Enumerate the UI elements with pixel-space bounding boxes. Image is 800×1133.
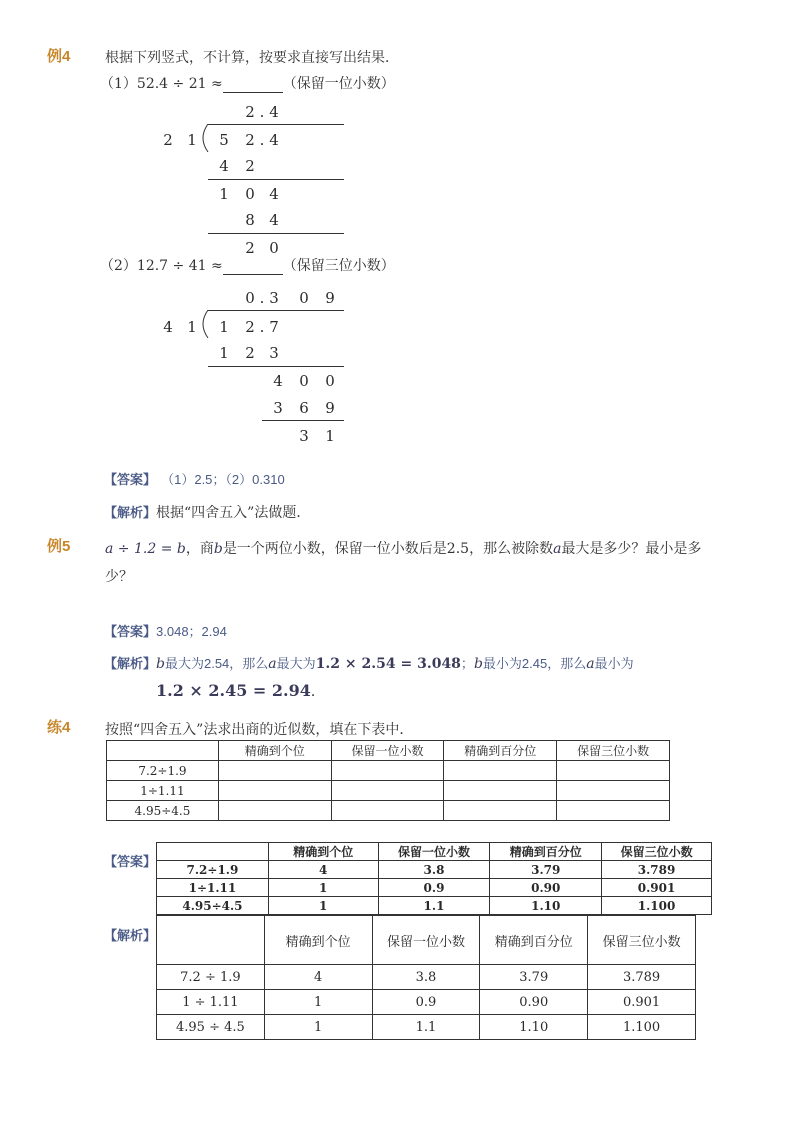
blank-cell[interactable] (331, 801, 444, 821)
table-cell: 1 (264, 990, 372, 1015)
blank-cell[interactable] (218, 761, 331, 781)
table-row (157, 879, 712, 897)
table-header-cell: 保留三位小数 (588, 916, 696, 965)
ex4-part2-hint: （保留三位小数） (282, 258, 395, 274)
ex5-an-math: 1.2 × 2.54 = 3.048 (315, 656, 461, 672)
table-cell: 1 (268, 879, 378, 897)
ex5-an-text: 最小为 (594, 656, 634, 671)
table-cell: 3.8 (372, 965, 480, 990)
table-cell: 0.901 (588, 990, 696, 1015)
table-header-cell (157, 843, 269, 861)
analysis-text: 根据“四舍五入”法做题． (156, 505, 311, 521)
d2-quotient-digit: 3 (269, 289, 279, 307)
d2-dividend-point: . (259, 318, 265, 336)
ex4-part2-prefix: （2） (100, 258, 137, 274)
pr4-question: 按照“四舍五入”法求出商的近似数，填在下表中． (105, 722, 414, 738)
d1-dividend-digit: 2 (245, 131, 255, 149)
d2-row4-digit: 3 (299, 427, 309, 445)
ex4-part1-blank[interactable] (223, 76, 283, 93)
analysis-tag: 【解析】 (104, 656, 157, 671)
ex5-an-text: 最小为2.45，那么 (482, 656, 587, 671)
ex5-var-b: b (213, 541, 223, 557)
table-row (157, 1015, 696, 1040)
table-header-row (157, 916, 696, 965)
d1-dividend-digit: 5 (219, 131, 229, 149)
ex5-an-text: 最大为 (276, 656, 316, 671)
table-cell: 0.9 (372, 990, 480, 1015)
table-cell: 0.901 (602, 879, 712, 897)
pr4-answer-tag: 【答案】 (104, 854, 157, 869)
table-header-cell: 保留三位小数 (557, 741, 670, 761)
table-cell: 1.100 (588, 1015, 696, 1040)
ex4-part1-prefix: （1） (100, 76, 137, 92)
d1-divisor-digit: 1 (187, 131, 197, 149)
answer-tag: 【答案】 (104, 624, 157, 639)
table-cell: 4.95÷4.5 (157, 897, 269, 915)
d2-row1-digit: 3 (269, 344, 279, 362)
d2-quotient-digit: 9 (325, 289, 335, 307)
table-cell: 4.95 ÷ 4.5 (157, 1015, 265, 1040)
pr4-analysis-table (156, 915, 696, 1040)
d2-row2-digit: 4 (273, 372, 283, 390)
ex5-text: 是一个两位小数，保留一位小数后是2.5，那么被除数 (222, 541, 554, 557)
d1-divisor-digit: 2 (163, 131, 173, 149)
table-row (157, 897, 712, 915)
table-row (157, 990, 696, 1015)
ex4-part1-hint: （保留一位小数） (282, 76, 395, 92)
d2-row1-digit: 2 (245, 344, 255, 362)
table-cell: 0.9 (378, 879, 490, 897)
table-cell: 3.79 (490, 861, 602, 879)
ex5-an-text: ． (310, 684, 325, 700)
table-row (157, 861, 712, 879)
table-cell: 1.1 (372, 1015, 480, 1040)
table-cell: 1 ÷ 1.11 (157, 990, 265, 1015)
d2-dividend-digit: 1 (219, 318, 229, 336)
d2-quotient-digit: 0 (245, 289, 255, 307)
table-header-cell: 精确到百分位 (490, 843, 602, 861)
table-cell: 0.90 (480, 990, 588, 1015)
ex4-part1 (100, 73, 395, 93)
table-cell: 7.2 ÷ 1.9 (157, 965, 265, 990)
ex4-part2 (100, 255, 395, 275)
table-cell: 3.79 (480, 965, 588, 990)
table-header-cell: 精确到个位 (264, 916, 372, 965)
ex5-equation: a ÷ 1.2 = b (105, 541, 186, 557)
analysis-tag: 【解析】 (104, 505, 157, 520)
ex4-analysis (104, 502, 310, 522)
d1-row3-digit: 8 (245, 211, 255, 229)
d2-row2-digit: 0 (299, 372, 309, 390)
table-cell: 4 (268, 861, 378, 879)
d1-row1-digit: 4 (219, 157, 229, 175)
table-cell: 1 (268, 897, 378, 915)
ex5-an-var-a: a (586, 656, 595, 672)
table-header-cell: 精确到百分位 (480, 916, 588, 965)
d2-row4-digit: 1 (325, 427, 335, 445)
table-header-cell: 保留一位小数 (331, 741, 444, 761)
ex5-text: ，商 (185, 541, 214, 557)
table-header-cell: 保留一位小数 (372, 916, 480, 965)
blank-cell[interactable] (444, 761, 557, 781)
ex5-var-a: a (553, 541, 562, 557)
table-row (107, 781, 670, 801)
d1-quotient-digit: 4 (269, 103, 279, 121)
blank-cell[interactable] (218, 781, 331, 801)
d1-quotient-point: . (259, 103, 265, 121)
d1-row1-digit: 2 (245, 157, 255, 175)
pr4-label: 练4 (47, 719, 71, 736)
pr4-analysis-tag: 【解析】 (104, 928, 157, 943)
ex5-text: 最大是多少？最小是多 (561, 541, 702, 557)
d1-dividend-digit: 4 (269, 131, 279, 149)
d1-row2-digit: 1 (219, 185, 229, 203)
ex4-question: 根据下列竖式，不计算，按要求直接写出结果． (105, 50, 399, 66)
d1-row4-digit: 0 (269, 239, 279, 257)
table-row (107, 801, 670, 821)
ex5-question-line2: 少？ (105, 569, 133, 585)
table-cell: 1 (264, 1015, 372, 1040)
table-cell: 1.10 (480, 1015, 588, 1040)
ex4-part2-expr: 12.7 ÷ 41 ≈ (136, 258, 223, 274)
d2-quotient-digit: 0 (299, 289, 309, 307)
d2-dividend-digit: 7 (269, 318, 279, 336)
ex4-label: 例4 (47, 48, 71, 65)
ex4-part1-expr: 52.4 ÷ 21 ≈ (136, 76, 223, 92)
d2-row3-digit: 3 (273, 399, 283, 417)
d2-quotient-point: . (259, 289, 265, 307)
table-row (157, 965, 696, 990)
table-cell: 3.789 (588, 965, 696, 990)
d1-bracket (196, 124, 210, 152)
table-header-row (107, 741, 670, 761)
table-cell: 0.90 (490, 879, 602, 897)
table-header-cell: 保留一位小数 (378, 843, 490, 861)
blank-cell[interactable] (444, 781, 557, 801)
table-header-cell: 精确到个位 (218, 741, 331, 761)
d2-row2-digit: 0 (325, 372, 335, 390)
table-header-cell: 精确到百分位 (444, 741, 557, 761)
ex5-analysis-line2 (156, 681, 325, 701)
d2-row3-digit: 9 (325, 399, 335, 417)
d1-row2-digit: 4 (269, 185, 279, 203)
d1-row3-digit: 4 (269, 211, 279, 229)
table-cell: 1.10 (490, 897, 602, 915)
table-cell: 1.100 (602, 897, 712, 915)
table-header-cell (107, 741, 219, 761)
pr4-answer-table (156, 842, 712, 915)
ex4-part2-blank[interactable] (223, 258, 283, 275)
blank-cell[interactable] (331, 761, 444, 781)
d1-bar (208, 124, 344, 125)
table-row (107, 761, 670, 781)
ex5-question-line1 (105, 538, 701, 558)
answer-text: （1）2.5；（2）0.310 (161, 472, 285, 487)
d2-line (208, 366, 344, 367)
d1-dividend-point: . (259, 131, 265, 149)
table-cell: 4 (264, 965, 372, 990)
d2-divisor-digit: 1 (187, 318, 197, 336)
pr4-blank-table (106, 740, 670, 821)
table-header-cell (157, 916, 265, 965)
ex5-an-var-a: a (268, 656, 277, 672)
table-cell: 1.1 (378, 897, 490, 915)
d2-bar (208, 310, 344, 311)
ex5-analysis-line1 (104, 653, 634, 672)
blank-cell[interactable] (557, 781, 670, 801)
answer-text: 3.048；2.94 (156, 624, 227, 639)
d1-line (208, 179, 344, 180)
table-cell: 1÷1.11 (157, 879, 269, 897)
blank-cell[interactable] (557, 801, 670, 821)
d2-dividend-digit: 2 (245, 318, 255, 336)
blank-cell[interactable] (331, 781, 444, 801)
ex5-answer (104, 621, 227, 640)
table-header-cell: 精确到个位 (268, 843, 378, 861)
table-cell: 3.789 (602, 861, 712, 879)
d2-bracket (196, 310, 210, 338)
d1-row4-digit: 2 (245, 239, 255, 257)
d1-line (208, 233, 344, 234)
ex5-label: 例5 (47, 538, 71, 555)
ex4-answer (104, 469, 285, 488)
ex5-an-var-b: b (156, 656, 165, 672)
ex5-an-text: ； (460, 656, 474, 671)
d1-row2-digit: 0 (245, 185, 255, 203)
blank-cell[interactable] (557, 761, 670, 781)
answer-tag: 【答案】 (104, 472, 157, 487)
d2-row1-digit: 1 (219, 344, 229, 362)
d1-quotient-digit: 2 (245, 103, 255, 121)
table-cell: 3.8 (378, 861, 490, 879)
ex5-an-math: 1.2 × 2.45 = 2.94 (156, 681, 311, 700)
blank-cell[interactable] (444, 801, 557, 821)
blank-cell[interactable] (218, 801, 331, 821)
row-label: 7.2÷1.9 (107, 761, 219, 781)
d2-row3-digit: 6 (299, 399, 309, 417)
row-label: 1÷1.11 (107, 781, 219, 801)
table-header-cell: 保留三位小数 (602, 843, 712, 861)
table-cell: 7.2÷1.9 (157, 861, 269, 879)
d2-divisor-digit: 4 (163, 318, 173, 336)
ex5-an-var-b: b (473, 656, 483, 672)
d2-line (262, 420, 344, 421)
table-header-row (157, 843, 712, 861)
row-label: 4.95÷4.5 (107, 801, 219, 821)
ex5-an-text: 最大为2.54，那么 (164, 656, 269, 671)
